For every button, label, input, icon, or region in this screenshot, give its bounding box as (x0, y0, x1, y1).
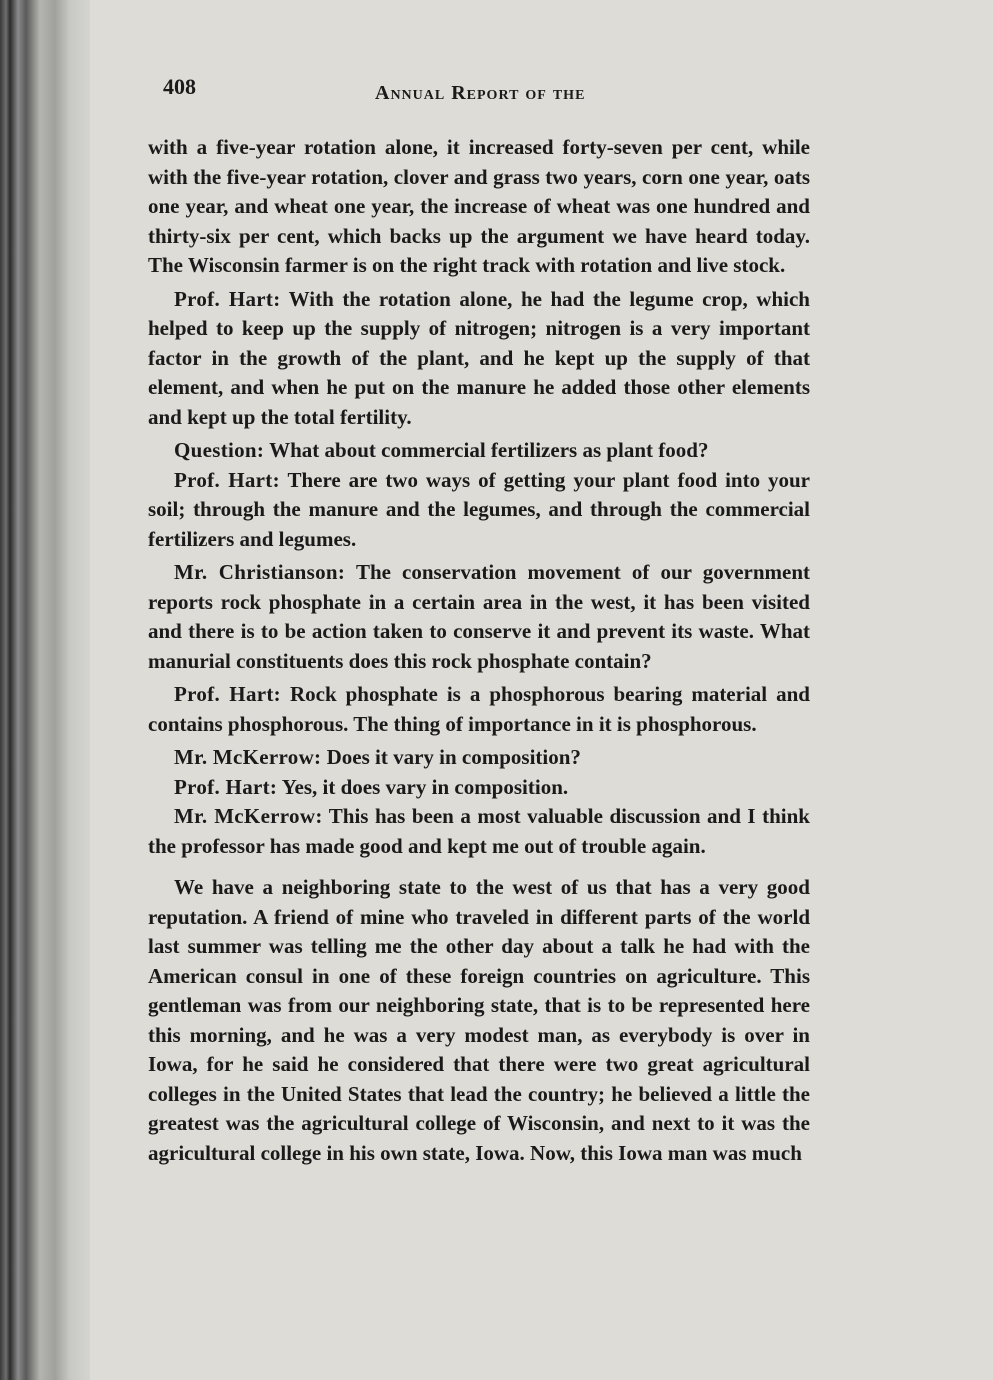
page-number: 408 (163, 74, 196, 99)
book-binding-edge (0, 0, 90, 1380)
paragraph-text: We have a neighboring state to the west of us that has a very good reputation. A friend of mine who traveled in different parts of the world last summer was telling me the other day about a talk he had with the American consul in one of these foreign countries on agriculture. This gentleman was from our neighboring state, that is to be represented here this morning, and he was a very modest man, as everybody is over in Iowa, for he said he considered that there were two great agricultural colleges in the United States that lead the country; he believed a little the greatest was the agricultural college of Wisconsin, and next to it was the agricultural college in his own state, Iowa. Now, this Iowa man was much (148, 875, 810, 1165)
speaker-label: Mr. Christianson: (174, 560, 346, 584)
speaker-label: Prof. Hart: (174, 682, 281, 706)
running-title: Annual Report of the (375, 82, 586, 104)
paragraph-neighboring-state (148, 873, 810, 1168)
paragraph-prof-hart (148, 285, 810, 433)
speaker-label: Prof. Hart: (174, 774, 278, 799)
paragraph-text: with a five-year rotation alone, it increased forty-seven per cent, while with the five-year rotation, clover and grass two years, corn one year, oats one year, and wheat one year, the increase of wheat was one hundred and thirty-six per cent, which backs up the argument we have heard today. The Wisconsin farmer is on the right track with rotation and live stock. (148, 135, 810, 277)
paragraph-mr-christianson (148, 558, 810, 676)
paragraph-text: There are two ways of getting your plant food into your soil; through the manure and the legumes, and through the commercial fertilizers and legumes. (148, 467, 810, 551)
paragraph-text: What about commercial fertilizers as plant food? (269, 438, 709, 462)
paragraph-text: Does it vary in composition? (326, 745, 581, 769)
paragraph-mr-mckerrow (148, 743, 810, 773)
speaker-label: Question: (174, 438, 265, 462)
paragraph-mr-mckerrow (148, 802, 810, 861)
paragraph-text: This has been a most valuable discussion and I think the professor has made good and kept me out of trouble again. (148, 804, 810, 858)
paragraph-text: Yes, it does vary in composition. (281, 774, 569, 799)
body-text (148, 133, 810, 1168)
speaker-label: Mr. McKerrow: (174, 804, 323, 828)
paragraph-continuation (148, 133, 810, 281)
paragraph-prof-hart (148, 680, 810, 739)
paragraph-question (148, 436, 810, 466)
paragraph-text: The conservation movement of our government reports rock phosphate in a certain area in the west, it has been visited and there is to be action taken to conserve it and prevent its waste. What manurial constituents does this rock phosphate contain? (148, 560, 810, 673)
paragraph-text: With the rotation alone, he had the legume crop, which helped to keep up the supply of nitrogen; nitrogen is a very important factor in the growth of the plant, and he kept up the supply of that element, and when he put on the manure he added those other elements and kept up the total fertility. (148, 286, 810, 429)
paragraph-text: Rock phosphate is a phosphorous bearing material and contains phosphorous. The thing of importance in it is phosphorous. (148, 682, 810, 736)
speaker-label: Prof. Hart: (174, 467, 280, 492)
speaker-label: Mr. McKerrow: (174, 745, 322, 769)
speaker-label: Prof. Hart: (174, 286, 281, 311)
paragraph-prof-hart (148, 466, 810, 555)
paragraph-prof-hart (148, 773, 810, 803)
page-header (163, 74, 783, 108)
